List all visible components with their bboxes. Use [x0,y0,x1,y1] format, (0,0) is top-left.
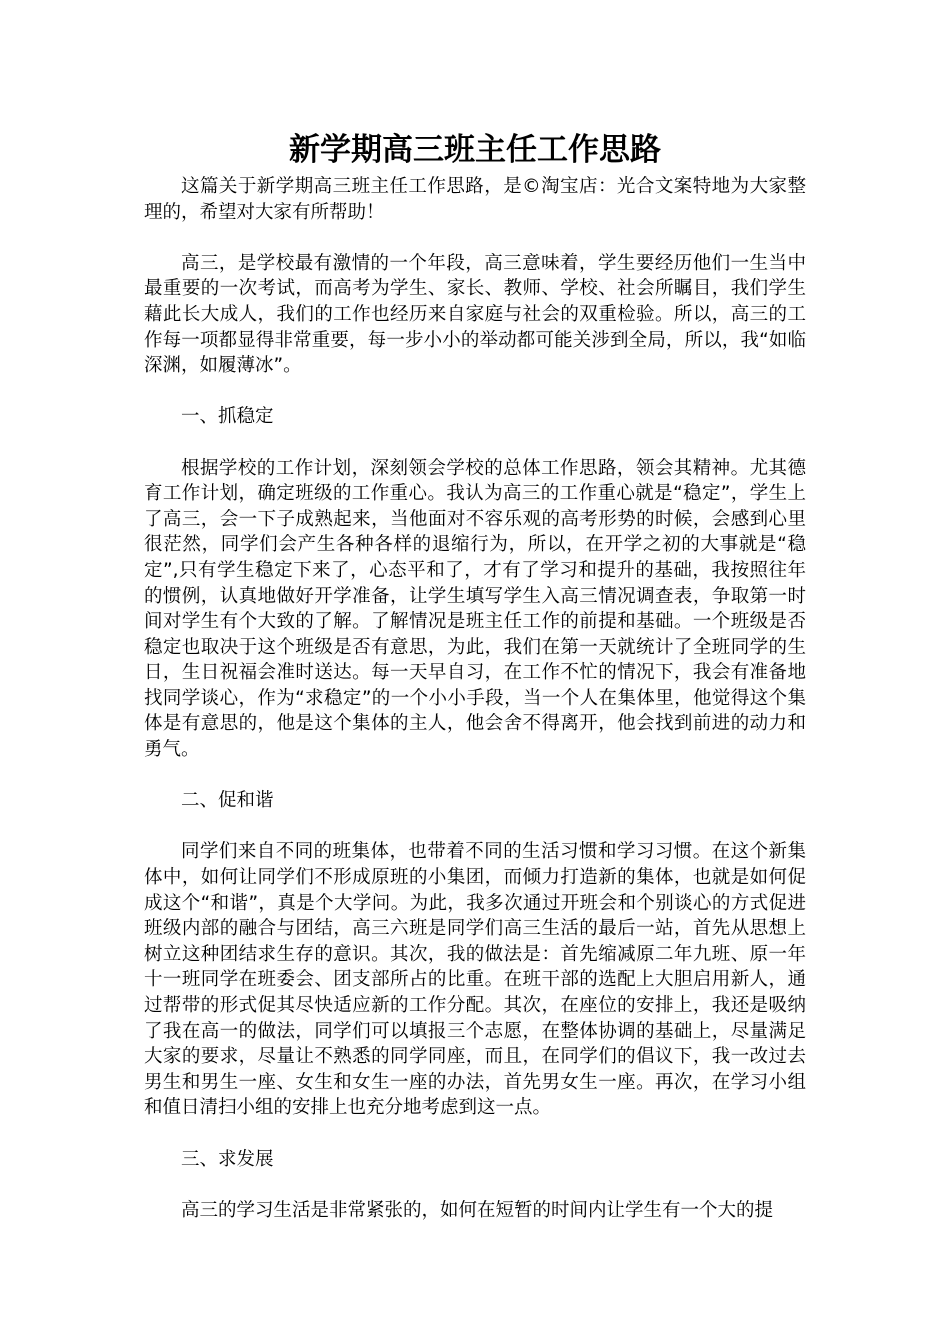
section-heading-stability: 一、抓稳定 [181,406,274,428]
document-page [144,128,806,1223]
blank-line [144,430,806,456]
document-title: 新学期高三班主任工作思路 [289,132,661,168]
blank-line [144,763,806,789]
blank-line [144,1172,806,1198]
paragraph-overview: 高三，是学校最有激情的一个年段，高三意味着，学生要经历他们一生当中最重要的一次考试，而高考为学生、家长、教师、学校、社会所瞩目，我们学生藉此长大成人，我们的工作也经历来自家庭与社会的双重检验。所以，高三的工作每一项都显得非常重要，每一步小小的举动都可能关涉到全局，所以，我“如临深渊，如履薄冰”。 [144,252,806,377]
blank-line [144,1121,806,1147]
paragraph-development: 高三的学习生活是非常紧张的，如何在短暂的时间内让学生有一个大的提 [181,1199,774,1221]
section-heading-harmony: 二、促和谐 [181,790,274,812]
blank-line [144,814,806,840]
section-heading-development: 三、求发展 [181,1148,274,1170]
blank-line [144,379,806,405]
paragraph-stability: 根据学校的工作计划，深刻领会学校的总体工作思路，领会其精神。尤其德育工作计划，确定班级的工作重心。我认为高三的工作重心就是“稳定”，学生上了高三，会一下子成熟起来，当他面对不容乐观的高考形势的时候，会感到心里很茫然，同学们会产生各种各样的退缩行为，所以，在开学之初的大事就是“稳定”,只有学生稳定下来了，心态平和了，才有了学习和提升的基础，我按照往年的惯例，认真地做好开学准备，让学生填写学生入高三情况调查表，争取第一时间对学生有个大致的了解。了解情况是班主任工作的前提和基础。一个班级是否稳定也取决于这个班级是否有意思，为此，我们在第一天就统计了全班同学的生日，生日祝福会准时送达。每一天早自习，在工作不忙的情况下，我会有准备地找同学谈心，作为“求稳定”的一个小小手段，当一个人在集体里，他觉得这个集体是有意思的，他是这个集体的主人，他会舍不得离开，他会找到前进的动力和勇气。 [144,457,806,761]
paragraph-harmony: 同学们来自不同的班集体，也带着不同的生活习惯和学习习惯。在这个新集体中，如何让同学们不形成原班的小集团，而倾力打造新的集体，也就是如何促成这个“和谐”，真是个大学问。为此，我多次通过开班会和个别谈心的方式促进班级内部的融合与团结，高三六班是同学们高三生活的最后一站，首先从思想上树立这种团结求生存的意识。其次，我的做法是：首先缩减原二年九班、原一年十一班同学在班委会、团支部所占的比重。在班干部的选配上大胆启用新人，通过帮带的形式促其尽快适应新的工作分配。其次，在座位的安排上，我还是吸纳了我在高一的做法，同学们可以填报三个志愿，在整体协调的基础上，尽量满足大家的要求，尽量让不熟悉的同学同座，而且，在同学们的倡议下，我一改过去男生和男生一座、女生和女生一座的办法，首先男女生一座。再次，在学习小组和值日清扫小组的安排上也充分地考虑到这一点。 [144,841,806,1119]
blank-line [144,225,806,251]
intro-paragraph: 这篇关于新学期高三班主任工作思路，是©淘宝店：光合文案特地为大家整理的，希望对大家有所帮助！ [144,176,806,223]
